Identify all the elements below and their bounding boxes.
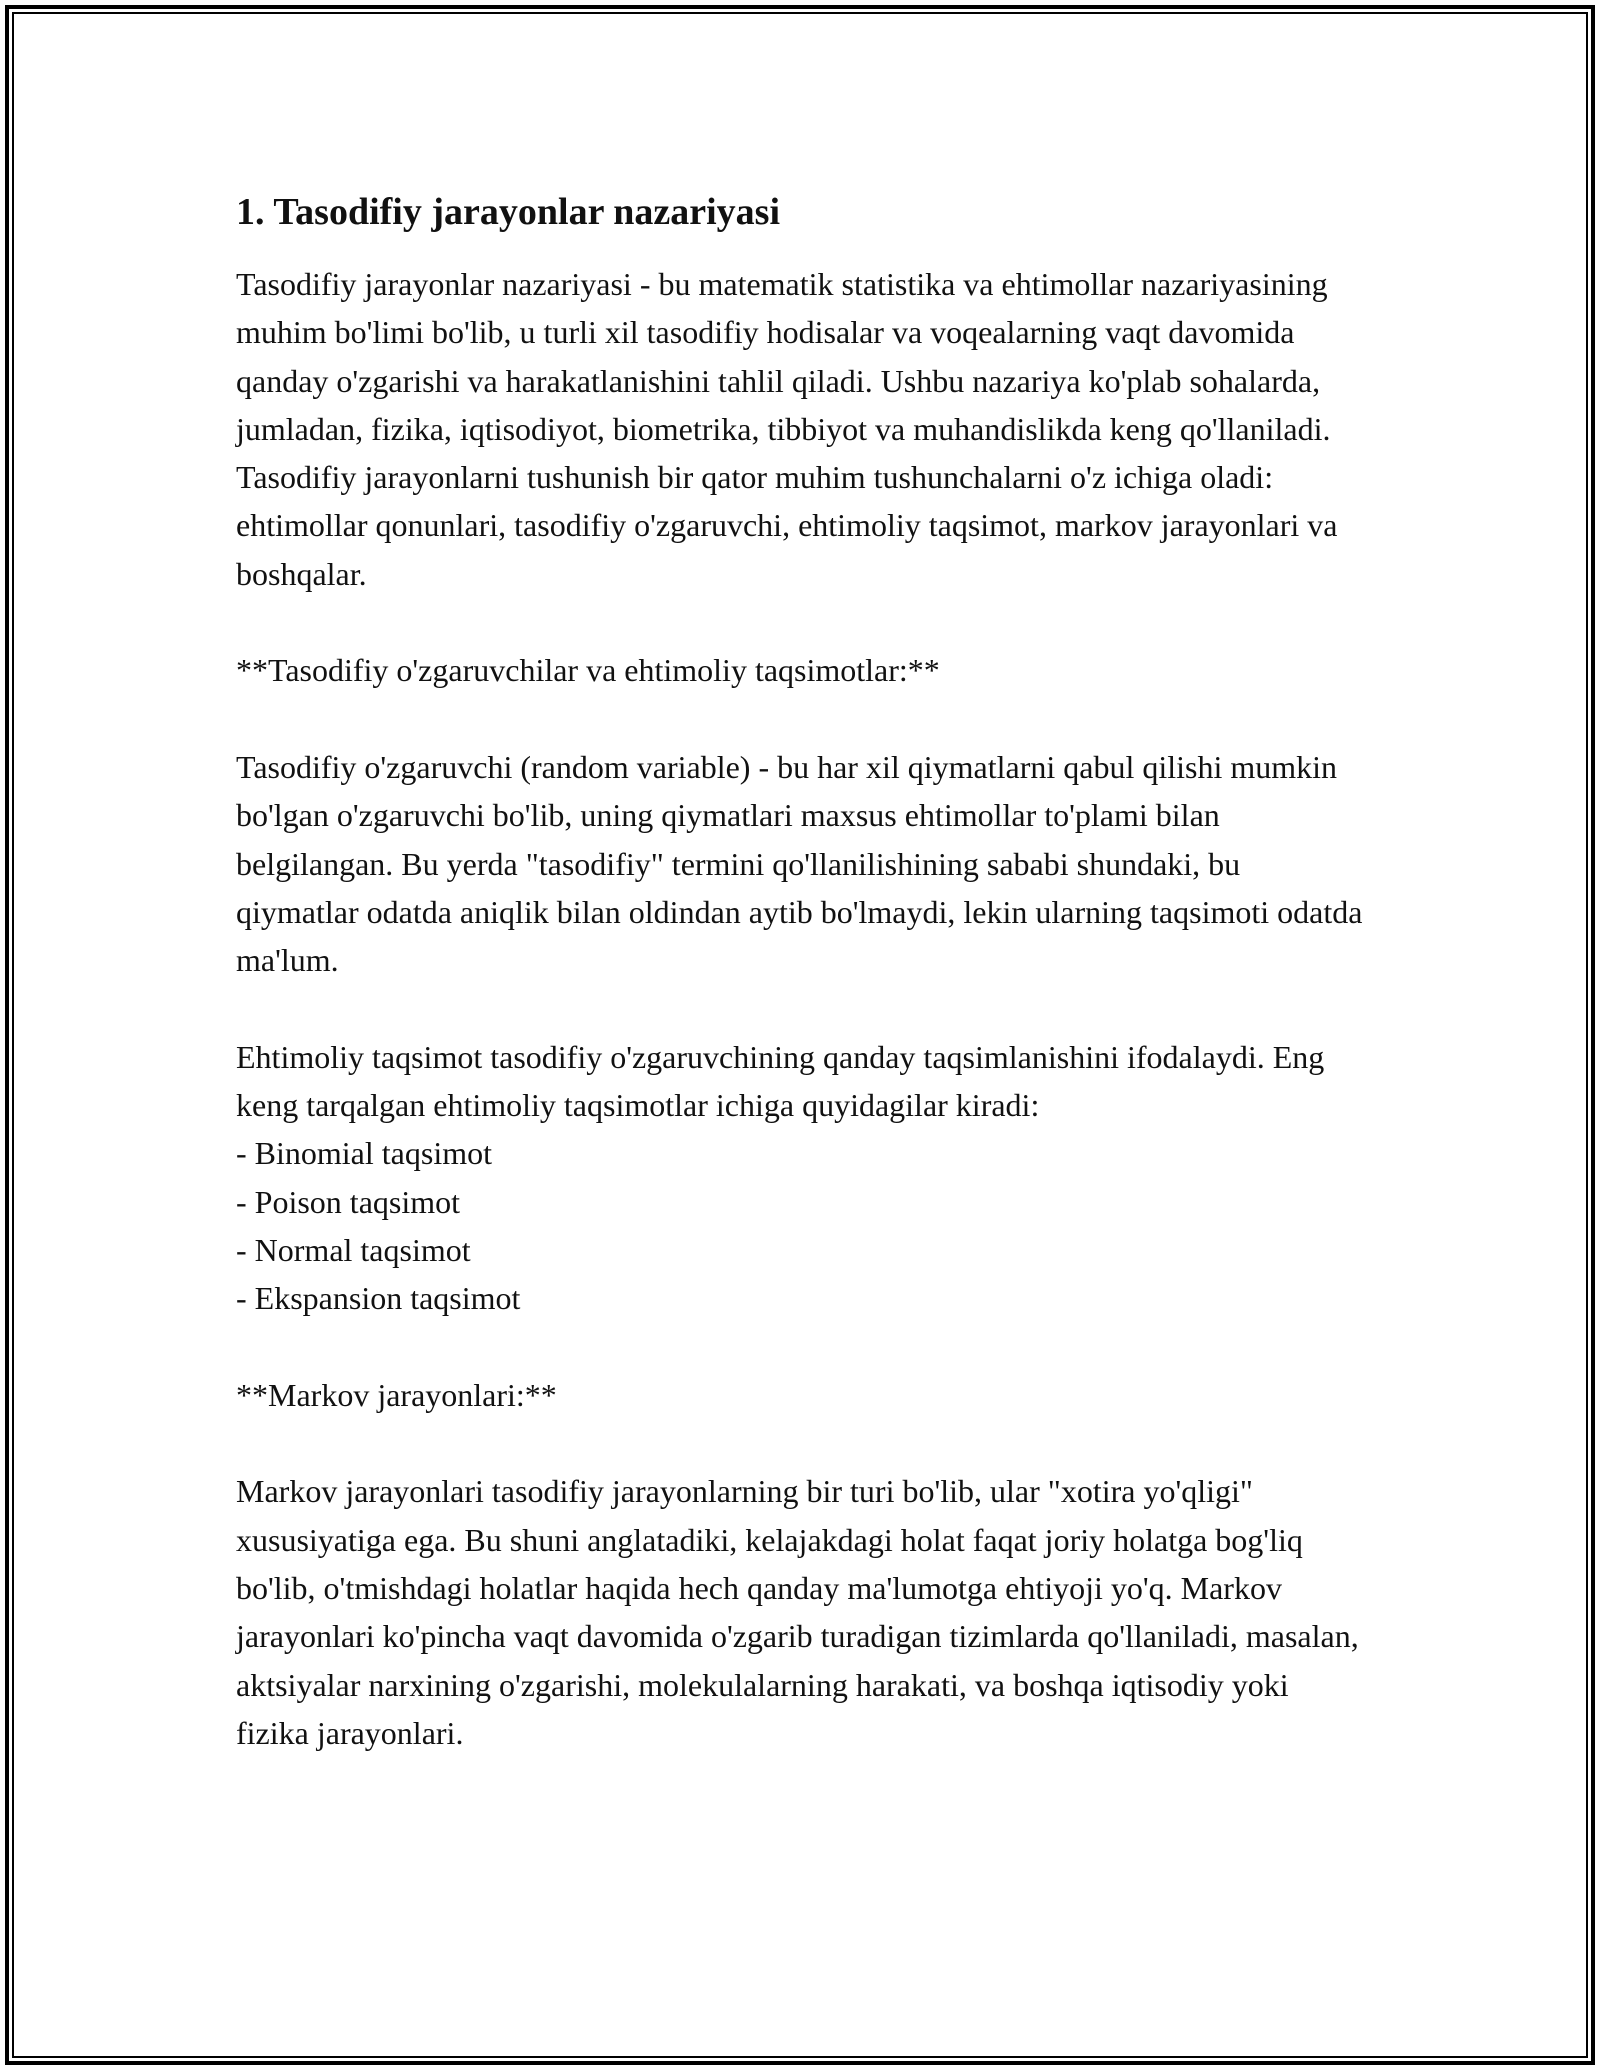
- list-item: - Ekspansion taqsimot: [236, 1274, 1366, 1322]
- random-variable-paragraph: Tasodifiy o'zgaruvchi (random variable) - bu har xil qiymatlarni qabul qilishi mumkin bo'lgan o'zgaruvchi bo'lib, uning qiymatlari maxsus ehtimollar to'plami bilan belgilangan. Bu yerda "tasodifiy" termini qo'llanilishining sababi shundaki, bu qiymatlar odatda aniqlik bilan oldindan aytib bo'lmaydi, lekin ularning taqsimoti odatda ma'lum.: [236, 748, 1363, 979]
- distribution-list: [236, 1129, 1366, 1322]
- list-item: - Normal taqsimot: [236, 1226, 1366, 1274]
- list-item: - Binomial taqsimot: [236, 1129, 1366, 1177]
- markov-paragraph: Markov jarayonlari tasodifiy jarayonlarning bir turi bo'lib, ular "xotira yo'qligi" xususiyatiga ega. Bu shuni anglatadiki, kelajakdagi holat faqat joriy holatga bog'liq bo'lib, o'tmishdagi holatlar haqida hech qanday ma'lumotga ehtiyoji yo'q. Markov jarayonlari ko'pincha vaqt davomida o'zgarib turadigan tizimlarda qo'llaniladi, masalan, aktsiyalar narxining o'zgarishi, molekulalarning harakati, va boshqa iqtisodiy yoki fizika jarayonlari.: [236, 1473, 1359, 1751]
- distribution-paragraph: Ehtimoliy taqsimot tasodifiy o'zgaruvchining qanday taqsimlanishini ifodalaydi. Eng keng tarqalgan ehtimoliy taqsimotlar ichiga quyidagilar kiradi:: [236, 1038, 1325, 1124]
- document-title: 1. Tasodifiy jarayonlar nazariyasi: [236, 191, 781, 233]
- intro-paragraph: Tasodifiy jarayonlar nazariyasi - bu matematik statistika va ehtimollar nazariyasining muhim bo'limi bo'lib, u turli xil tasodifiy hodisalar va voqealarning vaqt davomida qanday o'zgarishi va harakatlanishini tahlil qiladi. Ushbu nazariya ko'plab sohalarda, jumladan, fizika, iqtisodiyot, biometrika, tibbiyot va muhandislikda keng qo'llaniladi. Tasodifiy jarayonlarni tushunish bir qator muhim tushunchalarni o'z ichiga oladi: ehtimollar qonunlari, tasodifiy o'zgaruvchi, ehtimoliy taqsimot, markov jarayonlari va boshqalar.: [236, 266, 1338, 592]
- list-item: - Poison taqsimot: [236, 1178, 1366, 1226]
- section-heading-markov: **Markov jarayonlari:**: [236, 1376, 557, 1413]
- section-heading-random-variables: **Tasodifiy o'zgaruvchilar va ehtimoliy taqsimotlar:**: [236, 652, 940, 689]
- document-body: [236, 188, 1366, 1806]
